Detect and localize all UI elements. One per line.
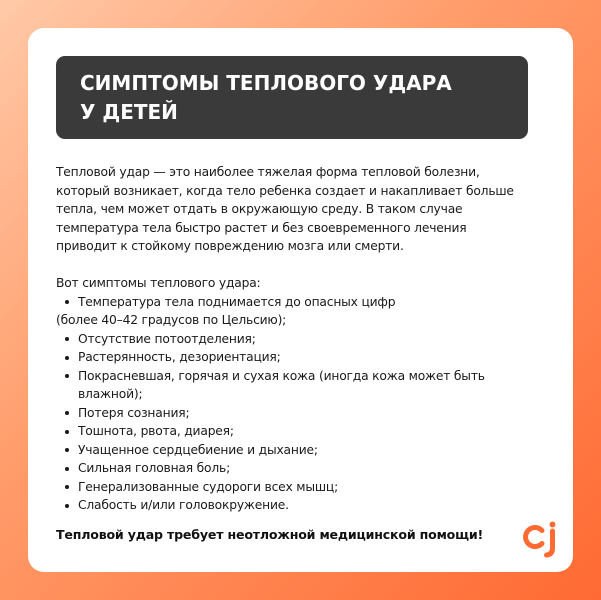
page-title-line-1: СИМПТОМЫ ТЕПЛОВОГО УДАРА [80,71,452,95]
page-title-line-2: У ДЕТЕЙ [80,100,178,124]
symptom-item: Температура тела поднимается до опасных цифр [56,293,556,312]
paragraph-spacer [56,256,556,275]
symptoms-list [56,293,556,515]
title-banner [56,56,528,139]
symptom-item: Тошнота, рвота, диарея; [56,422,556,441]
symptom-item-continuation: влажной); [78,387,143,401]
intro-line: Тепловой удар — это наиболее тяжелая форма тепловой болезни, [56,165,480,179]
article-body [56,163,556,515]
symptom-item: Генерализованные судороги всех мышц; [56,478,556,497]
symptom-item-continuation: (более 40–42 градусов по Цельсию); [56,313,287,327]
info-card [28,28,573,572]
intro-line: приводит к стойкому повреждению мозга или смерти. [56,239,404,253]
symptom-item: Растерянность, дезориентация; [56,348,556,367]
urgent-notice: Тепловой удар требует неотложной медицинской помощи! [56,527,484,542]
symptom-item: Потеря сознания; [56,404,556,423]
intro-line: температура тела быстро растет и без своевременного лечения [56,220,467,235]
intro-paragraph [56,163,556,256]
intro-line: тепла, чем может отдать в окружающую среду. В таком случае [56,202,463,216]
intro-line: который возникает, когда тело ребенка создает и накапливает больше [56,183,514,198]
cj-logo-icon [522,515,562,559]
symptom-item: Отсутствие потоотделения; [56,330,556,349]
symptoms-heading: Вот симптомы теплового удара: [56,276,261,290]
symptom-item: Учащенное сердцебиение и дыхание; [56,441,556,460]
symptom-item: Сильная головная боль; [56,459,556,478]
symptom-item: Покрасневшая, горячая и сухая кожа (иногда кожа может быть [56,367,556,386]
symptom-item: Слабость и/или головокружение. [56,496,556,515]
